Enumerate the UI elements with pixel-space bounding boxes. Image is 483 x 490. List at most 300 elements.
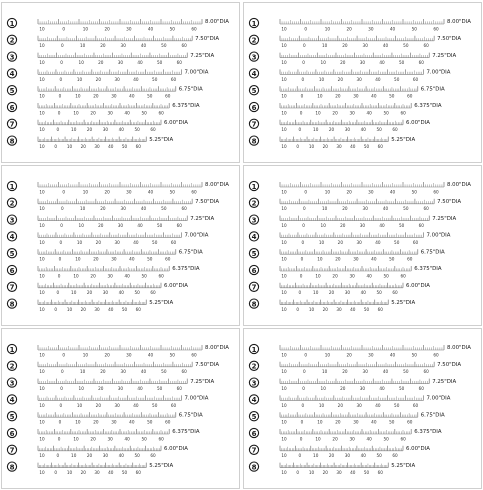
scale-number: 60 [158,273,164,279]
gauge-row [249,378,456,391]
row-number: 8 [251,300,257,309]
scale-number: 30 [126,352,132,358]
row-number: 8 [9,300,15,309]
scale-number: 10 [324,189,331,195]
scale-number: 40 [140,206,147,212]
scale-number: 10 [66,470,73,475]
gauge-sheet [2,329,241,490]
scale-number: 50 [411,189,417,195]
scale-number: 30 [117,386,124,391]
diameter-label: 7.00"DIA [426,69,451,76]
diameter-label: 7.50"DIA [195,199,220,205]
scale-number: 10 [317,93,323,99]
diameter-label: 6.75"DIA [178,249,203,256]
scale-number: 0 [300,256,304,262]
scale-number: 50 [398,223,405,228]
diameter-label: 7.25"DIA [432,378,457,385]
scale-number: 0 [58,256,62,262]
scale-number: 10 [39,307,45,312]
scale-number: 10 [71,453,77,459]
scale-number: 30 [359,60,366,65]
scale-number: 30 [117,223,124,228]
gauge-row [249,232,450,245]
scale-number: 20 [93,419,99,425]
scale-number: 10 [39,369,45,375]
scale-number: 30 [353,419,359,425]
scale-number: 10 [317,256,323,262]
scale-number: 0 [60,386,63,391]
scale-number: 50 [134,290,140,296]
diameter-label: 5.25"DIA [149,136,174,143]
scale-number: 50 [156,223,163,228]
row-number: 2 [9,36,15,45]
scale-number: 50 [169,26,175,32]
scale-number: 0 [60,43,64,49]
gauge-row [7,35,219,48]
scale-number: 10 [39,273,45,279]
scale-number: 0 [301,402,305,408]
scale-number: 10 [82,26,89,32]
scale-number: 10 [66,144,73,149]
scale-number: 0 [57,436,61,442]
row-number: 1 [251,182,257,191]
scale-number: 50 [389,93,395,99]
scale-number: 10 [281,470,287,475]
scale-number: 30 [94,470,100,475]
scale-number: 40 [371,93,377,99]
row-number: 2 [9,362,15,371]
gauge-row [7,462,173,475]
scale-number: 60 [412,76,419,82]
scale-number: 20 [328,453,335,459]
scale-number: 10 [324,26,331,32]
row-number: 4 [9,233,15,242]
scale-number: 0 [299,436,303,442]
scale-number: 40 [389,26,396,32]
scale-number: 10 [313,127,319,133]
scale-number: 30 [107,110,113,116]
scale-number: 30 [111,256,117,262]
diameter-label: 6.75"DIA [178,86,203,93]
scale-number: 60 [377,470,383,475]
scale-number: 60 [176,386,182,391]
scale-number: 40 [147,189,154,195]
scale-number: 20 [100,206,106,212]
gauge-row [7,181,229,194]
scale-number: 10 [39,206,45,212]
scale-number: 40 [137,223,143,228]
gauge-row [7,361,219,374]
diameter-label: 5.25"DIA [149,299,174,306]
scale-number: 50 [403,43,409,49]
diameter-label: 7.00"DIA [426,395,451,402]
diameter-label: 7.00"DIA [426,232,451,239]
scale-number: 20 [322,307,328,312]
scale-number: 10 [39,110,45,116]
scale-number: 50 [121,470,128,475]
scale-number: 30 [344,290,351,296]
scale-number: 50 [363,470,370,475]
scale-number: 50 [376,127,382,133]
scale-number: 10 [313,453,319,459]
gauge-row [249,86,445,99]
scale-number: 60 [423,43,429,49]
scale-number: 10 [308,307,315,312]
diameter-label: 7.00"DIA [184,395,209,402]
scale-number: 0 [302,43,306,49]
scale-number: 40 [350,144,356,149]
scale-number: 40 [129,93,135,99]
scale-number: 60 [392,453,398,459]
scale-number: 40 [382,369,389,375]
scale-number: 10 [76,239,83,245]
scale-number: 40 [140,369,147,375]
scale-number: 20 [342,206,348,212]
row-number: 5 [9,413,15,421]
row-number: 4 [9,396,15,405]
diameter-label: 8.00"DIA [447,345,471,352]
scale-number: 60 [158,110,164,116]
scale-number: 0 [54,144,58,149]
scale-number: 40 [124,436,130,442]
gauge-row [7,395,208,408]
scale-number: 60 [150,127,156,133]
scale-number: 20 [337,239,344,245]
scale-number: 60 [191,26,197,32]
scale-number: 20 [346,189,352,195]
scale-number: 20 [95,239,102,245]
scale-number: 10 [281,386,287,391]
scale-number: 10 [78,223,84,228]
scale-number: 30 [94,307,100,312]
scale-number: 10 [281,369,287,375]
scale-number: 10 [39,256,45,262]
scale-number: 10 [281,189,287,195]
gauge-row [249,18,471,31]
scale-number: 10 [39,127,45,133]
scale-number: 50 [152,76,158,82]
diameter-label: 7.50"DIA [437,199,462,205]
scale-number: 10 [39,144,45,149]
scale-number: 10 [281,60,287,65]
scale-number: 40 [375,239,381,245]
gauge-row [249,35,461,48]
gauge-row [7,378,214,391]
gauge-row [249,102,441,115]
scale-number: 40 [137,386,143,391]
scale-number: 0 [60,60,63,65]
scale-number: 50 [403,206,409,212]
scale-number: 20 [335,419,341,425]
scale-number: 30 [349,273,355,279]
scale-number: 40 [366,273,372,279]
scale-number: 10 [315,273,321,279]
row-number: 7 [9,446,15,455]
scale-number: 60 [400,436,406,442]
scale-number: 30 [356,402,362,408]
scale-number: 50 [169,352,175,358]
row-number: 1 [9,345,15,354]
scale-number: 10 [281,127,287,133]
scale-number: 0 [304,26,308,32]
row-number: 3 [251,379,257,388]
row-number: 5 [9,87,15,95]
diameter-label: 6.375"DIA [414,266,442,273]
scale-number: 30 [353,256,359,262]
scale-number: 60 [165,93,171,99]
scale-number: 30 [349,110,355,116]
scale-number: 40 [379,386,385,391]
diameter-label: 7.00"DIA [184,232,209,239]
scale-number: 40 [382,206,389,212]
row-number: 2 [251,362,257,371]
scale-number: 50 [363,307,370,312]
gauge-row [249,215,456,228]
scale-number: 10 [39,352,45,358]
scale-number: 60 [158,436,164,442]
diameter-label: 6.00"DIA [406,446,430,452]
scale-number: 30 [114,239,120,245]
diameter-label: 6.75"DIA [420,86,445,93]
scale-number: 20 [342,43,348,49]
scale-number: 10 [39,93,45,99]
scale-number: 30 [114,76,120,82]
gauge-sheet [2,3,241,164]
scale-number: 0 [300,419,304,425]
scale-number: 10 [320,223,326,228]
scale-number: 60 [170,239,177,245]
scale-number: 50 [398,60,405,65]
gauge-row [7,299,173,312]
scale-number: 60 [433,352,439,358]
scale-number: 50 [161,43,167,49]
scale-number: 50 [389,419,395,425]
row-number: 5 [251,413,257,421]
scale-number: 20 [95,76,102,82]
gauge-row [249,181,471,194]
gauge-row [249,249,445,262]
row-number: 5 [251,87,257,95]
diameter-label: 6.00"DIA [406,120,430,126]
scale-number: 0 [296,144,300,149]
scale-number: 30 [359,386,366,391]
scale-number: 60 [412,239,419,245]
scale-number: 0 [58,93,62,99]
gauge-row [7,102,199,115]
gauge-row [7,282,188,295]
scale-number: 0 [58,419,62,425]
scale-number: 20 [86,127,93,133]
row-number: 4 [251,70,257,79]
scale-number: 10 [39,402,45,408]
diameter-label: 7.25"DIA [190,52,215,59]
scale-number: 0 [302,223,305,228]
scale-number: 50 [376,290,382,296]
scale-number: 0 [302,369,306,375]
scale-number: 10 [73,436,79,442]
row-number: 2 [251,199,257,208]
scale-number: 10 [281,26,287,32]
scale-number: 10 [75,256,81,262]
scale-number: 10 [71,290,77,296]
scale-number: 10 [315,436,321,442]
row-number: 3 [9,53,15,62]
scale-number: 20 [342,369,348,375]
scale-number: 10 [73,273,79,279]
scale-number: 60 [135,307,141,312]
scale-number: 60 [407,419,413,425]
scale-number: 50 [121,144,128,149]
gauge-sheet [244,3,483,164]
diameter-label: 5.25"DIA [391,462,416,469]
diameter-label: 7.25"DIA [432,52,457,59]
scale-number: 40 [129,419,135,425]
row-number: 7 [251,120,257,129]
scale-number: 0 [302,206,306,212]
gauge-row [7,428,199,441]
diameter-label: 7.25"DIA [190,215,215,222]
scale-number: 40 [389,352,396,358]
gauge-row [249,136,415,149]
row-number: 7 [9,283,15,292]
diameter-label: 6.00"DIA [164,446,188,452]
scale-number: 20 [340,386,346,391]
scale-number: 20 [322,470,328,475]
scale-number: 40 [147,352,154,358]
scale-number: 60 [176,223,182,228]
diameter-label: 6.75"DIA [420,249,445,256]
scale-number: 50 [156,386,163,391]
scale-number: 20 [322,144,328,149]
diameter-label: 6.00"DIA [164,120,188,126]
scale-number: 10 [308,470,315,475]
diameter-label: 5.25"DIA [391,299,416,306]
scale-number: 10 [79,43,86,49]
scale-number: 20 [90,436,96,442]
gauge-row [7,198,219,211]
scale-number: 30 [368,189,374,195]
scale-number: 10 [78,386,84,391]
scale-number: 30 [120,369,126,375]
scale-number: 50 [161,369,167,375]
scale-number: 20 [80,470,86,475]
row-number: 6 [251,429,257,438]
scale-number: 10 [39,43,45,49]
scale-number: 30 [362,206,368,212]
scale-number: 50 [398,386,405,391]
scale-number: 0 [60,369,64,375]
scale-number: 60 [165,256,171,262]
scale-number: 60 [423,369,429,375]
diameter-label: 7.50"DIA [437,362,462,368]
scale-number: 50 [394,402,400,408]
scale-number: 50 [161,206,167,212]
diameter-label: 6.375"DIA [172,429,200,436]
scale-number: 10 [39,436,45,442]
scale-number: 20 [332,273,338,279]
scale-number: 40 [129,256,135,262]
scale-number: 60 [150,290,156,296]
scale-number: 20 [93,93,99,99]
scale-number: 10 [318,239,325,245]
gauge-row [7,249,203,262]
row-number: 1 [251,345,257,354]
scale-number: 40 [350,307,356,312]
diameter-label: 6.00"DIA [406,283,430,289]
scale-number: 30 [344,453,351,459]
gauge-row [249,282,430,295]
scale-number: 50 [147,256,153,262]
scale-number: 0 [60,223,63,228]
gauge-row [249,428,441,441]
gauge-row [249,462,415,475]
scale-number: 10 [317,419,323,425]
scale-number: 50 [411,26,417,32]
scale-number: 10 [281,110,287,116]
scale-number: 10 [39,26,45,32]
scale-number: 10 [39,290,45,296]
gauge-row [249,52,456,65]
scale-number: 20 [328,290,335,296]
scale-number: 60 [191,352,197,358]
scale-number: 10 [39,453,45,459]
scale-number: 60 [423,206,429,212]
scale-number: 60 [170,76,177,82]
scale-number: 10 [281,239,287,245]
scale-number: 20 [104,26,110,32]
scale-number: 0 [59,239,63,245]
scale-number: 40 [147,26,154,32]
scale-number: 30 [102,453,109,459]
gauge-row [7,86,203,99]
card-2 [243,2,482,163]
scale-number: 60 [170,402,177,408]
scale-number: 30 [368,26,374,32]
scale-number: 40 [137,60,143,65]
row-number: 4 [251,396,257,405]
scale-number: 50 [394,239,400,245]
scale-number: 50 [383,110,389,116]
scale-number: 20 [346,26,352,32]
card-3 [1,165,240,326]
scale-number: 10 [75,419,81,425]
scale-number: 40 [379,223,385,228]
scale-number: 50 [383,273,389,279]
gauge-row [249,119,430,132]
diameter-label: 5.25"DIA [391,136,416,143]
gauge-row [7,445,188,458]
scale-number: 10 [73,110,79,116]
scale-number: 10 [39,470,45,475]
scale-number: 50 [411,352,417,358]
diameter-label: 6.75"DIA [178,412,203,419]
scale-number: 30 [111,419,117,425]
scale-number: 10 [281,273,287,279]
card-1 [1,2,240,163]
scale-number: 10 [82,352,89,358]
scale-number: 20 [328,127,335,133]
diameter-label: 7.25"DIA [190,378,215,385]
scale-number: 30 [114,402,120,408]
scale-number: 40 [366,436,372,442]
scale-number: 10 [78,60,84,65]
scale-number: 60 [418,60,424,65]
diameter-label: 6.375"DIA [172,103,200,110]
row-number: 3 [251,216,257,225]
scale-number: 60 [418,386,424,391]
scale-number: 20 [335,256,341,262]
scale-number: 0 [56,290,60,296]
